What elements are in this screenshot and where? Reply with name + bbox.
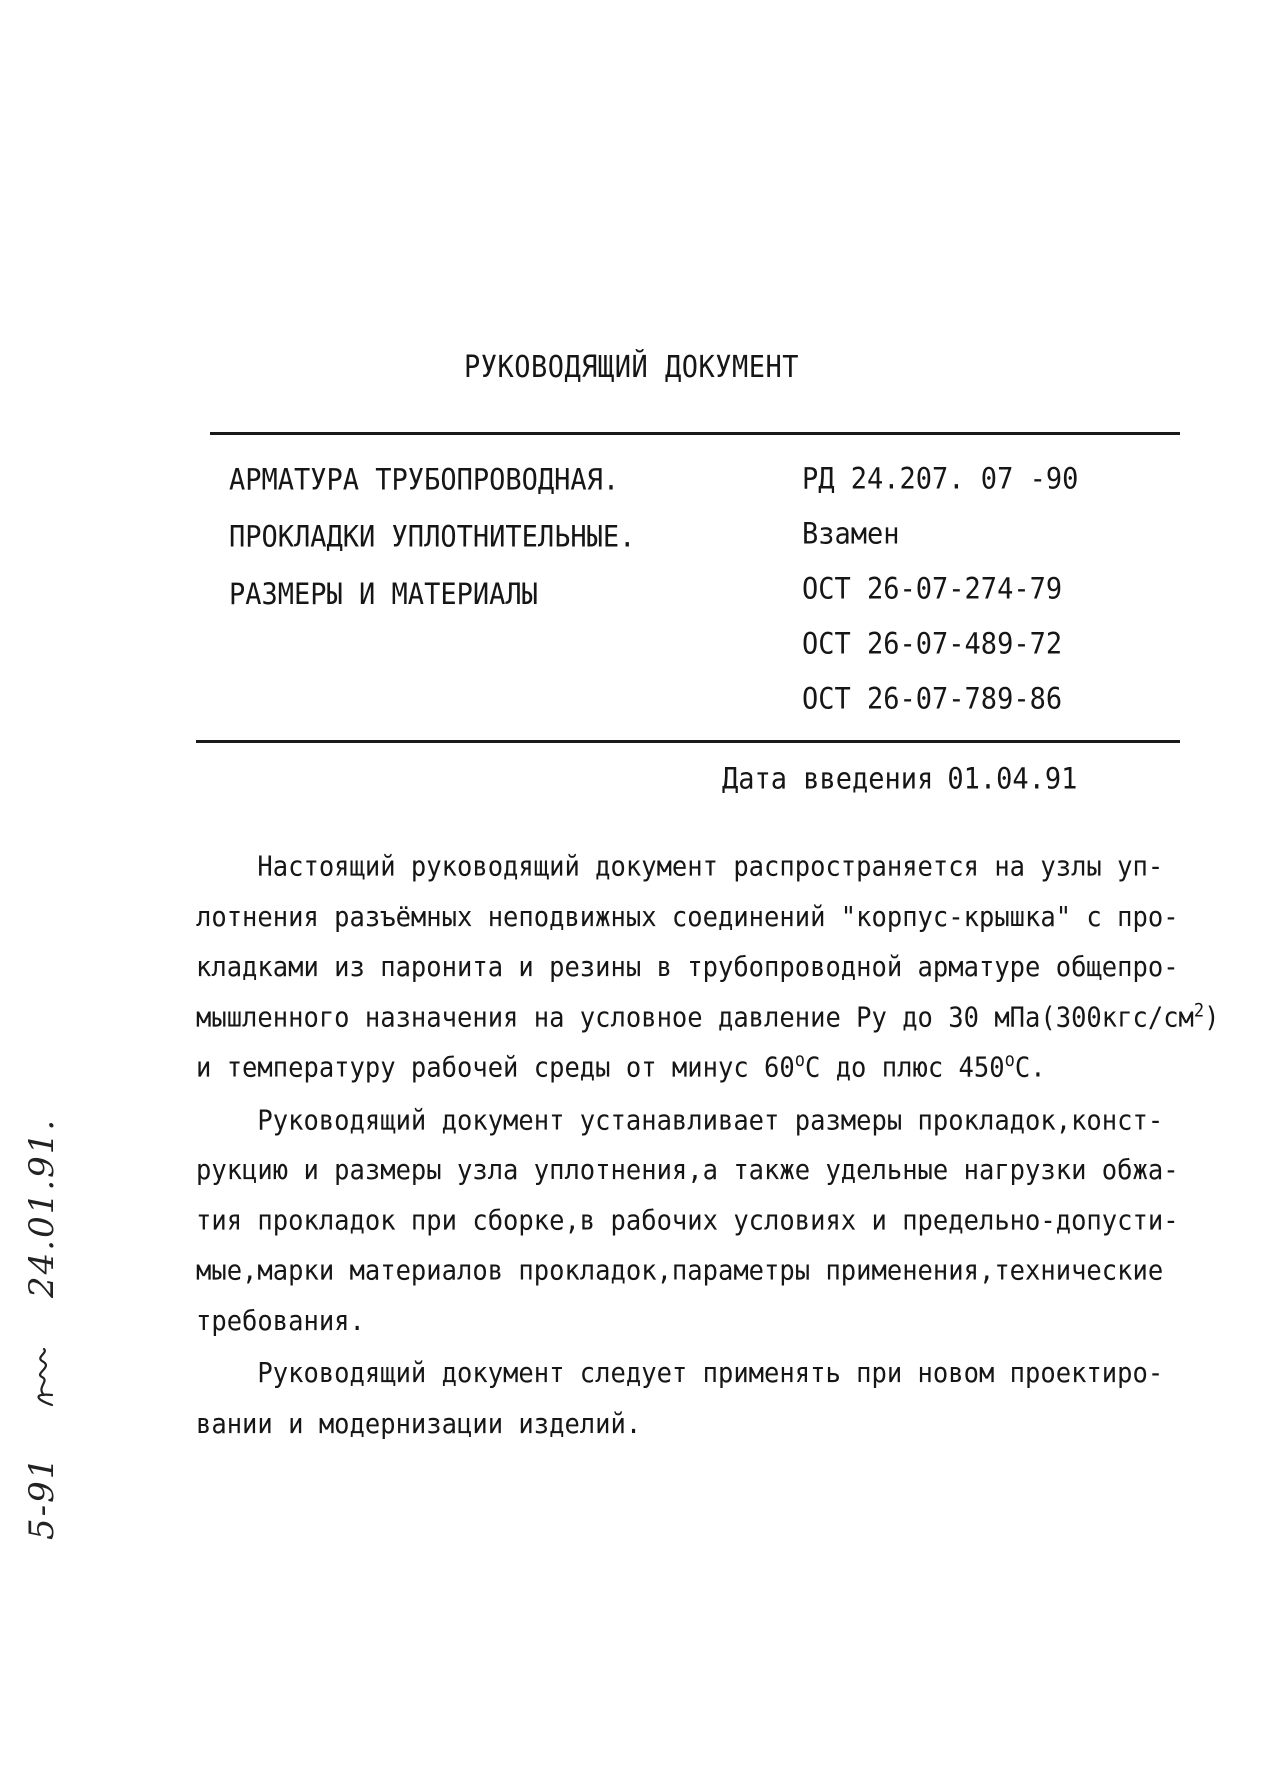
replaces-label: Взамен (802, 516, 900, 551)
text-line (196, 993, 1236, 1043)
text-line: лотнения разъёмных неподвижных соединений "корпус-крышка" с про- (196, 900, 1179, 934)
replaced-standard: ОСТ 26-07-789-86 (802, 681, 1063, 716)
text-line: Настоящий руководящий документ распространяется на узлы уп- (196, 850, 1164, 884)
text-fragment: ) (1204, 1001, 1220, 1034)
document-title (229, 452, 635, 624)
margin-date: 24.01.91. (22, 1117, 62, 1298)
text-line: требования. (196, 1304, 365, 1338)
text-line: вании и модернизации изделий. (196, 1407, 642, 1440)
text-line: Руководящий документ следует применять при новом проектиро- (196, 1357, 1164, 1390)
degree-sign: о (1004, 1049, 1015, 1072)
handwritten-margin-note (22, 1117, 62, 1540)
text-line (196, 1043, 1236, 1093)
title-line: ПРОКЛАДКИ УПЛОТНИТЕЛЬНЫЕ. (229, 520, 636, 555)
body-text (196, 842, 1236, 1449)
reference-block (802, 452, 1078, 727)
title-line: РАЗМЕРЫ И МАТЕРИАЛЫ (229, 577, 538, 612)
paragraph-application (196, 1349, 1236, 1449)
text-line: рукцию и размеры узла уплотнения,а также удельные нагрузки обжа- (196, 1154, 1179, 1187)
introduction-date-label: Дата введения (722, 762, 934, 797)
text-fragment: С. (1014, 1051, 1046, 1084)
introduction-date-value: 01.04.91 (947, 762, 1078, 797)
document-kind-heading: РУКОВОДЯЩИЙ ДОКУМЕНТ (463, 350, 800, 385)
bottom-rule (196, 740, 1180, 743)
handwritten-signature (29, 1347, 59, 1407)
text-line: Руководящий документ устанавливает размеры прокладок,конст- (196, 1103, 1164, 1137)
text-line: мые,марки материалов прокладок,параметры применения,технические (196, 1254, 1164, 1287)
introduction-date (722, 762, 1077, 796)
document-designation: РД 24.207. 07 -90 (802, 461, 1079, 496)
paragraph-contents (196, 1095, 1236, 1346)
title-line: АРМАТУРА ТРУБОПРОВОДНАЯ. (229, 463, 620, 498)
top-rule (210, 432, 1180, 435)
margin-code: 5-91 (22, 1455, 62, 1540)
replaced-standard: ОСТ 26-07-489-72 (802, 626, 1063, 661)
text-fragment: и температуру рабочей среды от минус 60 (196, 1051, 795, 1084)
degree-sign: о (794, 1049, 805, 1072)
paragraph-scope (196, 842, 1236, 1093)
replaced-standard: ОСТ 26-07-274-79 (802, 571, 1063, 606)
text-line: тия прокладок при сборке,в рабочих условиях и предельно-допусти- (196, 1204, 1179, 1237)
text-fragment: мышленного назначения на условное давление Ру до 30 мПа(300кгс/см (196, 1001, 1194, 1034)
text-line: кладками из паронита и резины в трубопроводной арматуре общепро- (196, 951, 1179, 984)
text-fragment: С до плюс 450 (805, 1051, 1005, 1084)
superscript: 2 (1193, 999, 1205, 1022)
